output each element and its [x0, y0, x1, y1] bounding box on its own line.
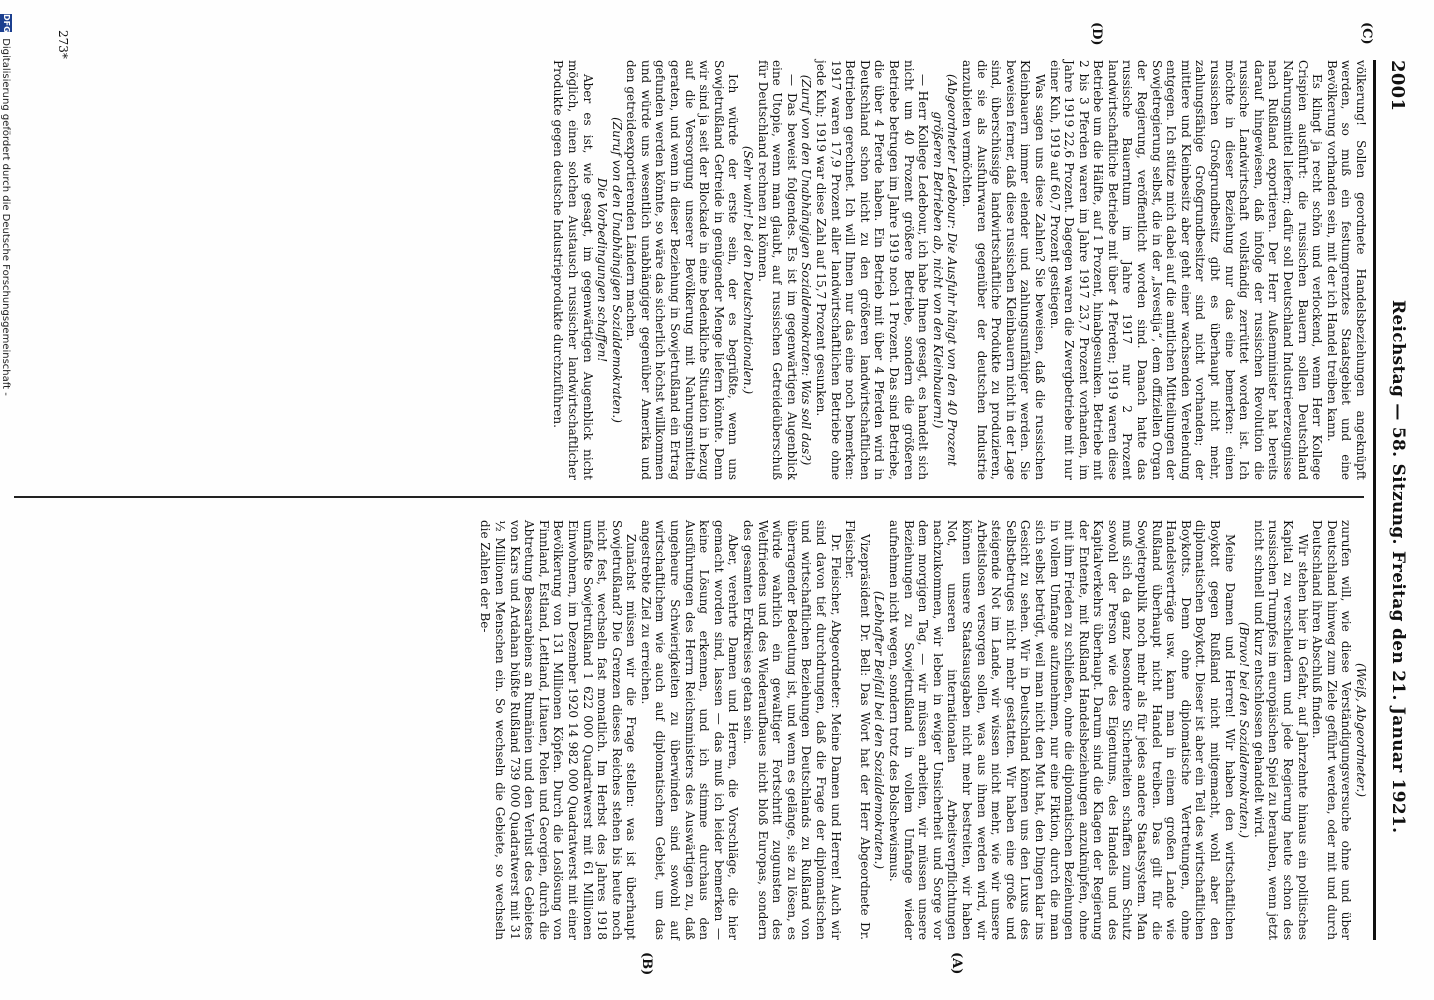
paragraph: Dr. Fleischer, Abgeordneter: Meine Damen und Herren! Auch wir sind davon tief durchdrungen, daß die Frage der diplomatischen und wirtschaftlichen Beziehungen Deutschlands zu Rußland von überragender Bedeutung ist, und wenn es gelänge, sie zu lösen, es würde wahrlich ein gewaltiger Fortschritt zugunsten des Weltfriedens und des Wiederaufbaues nicht bloß Europas, sondern des gesamten Erdkreises getan sein.	[741, 520, 843, 940]
paragraph: — Das beweist folgendes. Es ist im gegenwärtigen Augenblick eine Utopie, wenn man glaubt, auf russischen Getreideüberschuß für Deutschland rechnen zu können.	[755, 60, 799, 480]
dfg-logo-icon: DFG	[2, 14, 11, 33]
interjection: (Abgeordneter Ledebour: Die Ausfuhr hängt von den 40 Prozent größeren Betrieben ab, nicht von den Kleinbauern!)	[930, 73, 960, 467]
page-number-bottom: 273*	[56, 30, 70, 59]
credit-text: Digitalisierung gefördert durch die Deutsche Forschungsgemeinschaft -	[0, 38, 11, 396]
paragraph: Es klingt ja recht schön und verlockend, wenn Herr Kollege Crispien ausführt: die russischen Bauern sollen Deutschland Nahrungsmittel liefern; dafür soll Deutschland Industrieerzeugnisse nach Rußland exportieren. Der Herr Außenminister hat bereits darauf hingewiesen, daß infolge der russischen Revolution die russische Landwirtschaft vollständig zerrüttet worden ist. Ich möchte in dieser Beziehung nur das eine bemerken: einen russischen Großgrundbesitz gibt es überhaupt nicht mehr, zahlungsfähige Großgrundbesitzer sind nicht vorhanden; der mittlere und Kleinbesitz aber geht einer wachsenden Verelendung entgegen. Ich stütze mich dabei auf die amtlichen Mitteilungen der Sowjetregierung selbst, die in der „Isvestija“, dem offiziellen Organ der Regierung, veröffentlicht worden sind. Danach hatte das russische Bauerntum im Jahre 1917 nur 2 Prozent landwirtschaftliche Betriebe mit über 4 Pferden; 1919 waren diese Betriebe um die Hälfte, auf 1 Prozent, hinabgesunken. Betriebe mit 2 bis 3 Pferden waren im Jahre 1917 23,7 Prozent vorhanden, im Jahre 1919 22,6 Prozent. Dagegen waren die Zwergbetriebe mit nur einer Kuh, 1919 auf 60,7 Prozent gestiegen.	[1047, 60, 1325, 480]
digitization-credit	[0, 14, 12, 774]
paragraph: zurufen will, wie diese Verständigungsversuche ohne und über Deutschland hinweg zum Ziele geführt werden, oder mit und durch Deutschland ihren Abschluß finden.	[1310, 520, 1354, 940]
paragraph: Vizepräsident Dr. Bell: Das Wort hat der Herr Abgeordnete Dr. Fleischer.	[843, 520, 872, 940]
header-rule	[1373, 60, 1376, 940]
page-title: Reichstag — 58. Sitzung. Freitag den 21. Januar 1921.	[1388, 300, 1408, 834]
paragraph: Ich würde der erste sein, der es begrüßte, wenn uns Sowjetrußland Getreide in genügender Menge liefern könnte. Denn wir sind ja seit der Blockade in eine bedenkliche Situation in bezug auf die Versorgung unserer Bevölkerung mit Nahrungsmitteln geraten, und wenn in dieser Beziehung in Sowjetrußland ein Ertrag gefunden werden könnte, so wäre das sicherlich höchst willkommen und würde uns wesentlich unabhängiger gegenüber Amerika und den getreideexportierenden Ländern machen.	[624, 60, 741, 480]
page-number-top: 2001	[1387, 60, 1408, 112]
interjection: (Zuruf von den Unabhängigen Sozialdemokraten: Was soll das?)	[799, 74, 814, 466]
paragraph: völkerung! Sollen geordnete Handelsbeziehungen angeknüpft werden, so muß ein festumgrenztes Staatsgebiet und eine Bevölkerung vorhanden sein, mit der ich Handel treiben kann.	[1324, 60, 1368, 480]
interjection: (Lebhafter Beifall bei den Sozialdemokraten.)	[872, 590, 887, 870]
paragraph: Aber, verehrte Damen und Herren, die Vorschläge, die hier gemacht worden sind, lassen — das muß ich leider bemerken — keine Lösung erkennen, und ich stimme durchaus den Ausführungen des Herrn Reichsministers des Auswärtigen zu, daß ungeheure Schwierigkeiten zu überwinden sind sowohl auf wirtschaftlichem wie auch auf diplomatischem Gebiet, um das angestrebte Ziel zu erreichen.	[638, 520, 741, 940]
interjection: (Sehr wahr! bei den Deutschnationalen.)	[741, 145, 756, 395]
paragraph: Aber es ist, wie gesagt, im gegenwärtigen Augenblick nicht möglich, einen solchen Austausch russischer landwirtschaftlicher Produkte gegen deutsche Industrieprodukte durchzuführen.	[551, 60, 595, 480]
paragraph: — Herr Kollege Ledebour, ich habe Ihnen gesagt, es handelt sich nicht um 40 Prozent größere Betriebe, sondern die größeren Betriebe betrugen im Jahre 1919 noch 1 Prozent. Das sind Betriebe, die über 4 Pferde haben. Ein Betrieb mit über 4 Pferden wird in Deutschland schon nicht zu den größeren landwirtschaftlichen Betrieben gerechnet. Ich will Ihnen nur das eine noch bemerken: 1917 waren 17,9 Prozent aller landwirtschaftlichen Betriebe ohne jede Kuh; 1919 war diese Zahl auf 15,7 Prozent gesunken.	[814, 60, 931, 480]
margin-marker-d: (D)	[1089, 22, 1104, 46]
margin-marker-c: (C)	[1359, 22, 1374, 45]
column-divider	[14, 496, 1364, 498]
paragraph: Zunächst müssen wir die Frage stellen: was ist überhaupt Sowjetrußland? Die Grenzen dieses Reiches stehen bis heute noch nicht fest, wechseln fast monatlich. Im Herbst des Jahres 1918 umfaßte Sowjetrußland 1 622 000 Quadratwerst mit 61 Millionen Einwohnern, im Dezember 1920 14 982 000 Quadratwerst mit einer Bevölkerung von 131 Millionen Köpfen. Durch die Loslösung von Finnland, Estland, Lettland, Litauen, Polen und Georgien, durch die Abtretung Bessarabiens an Rumänien und den Verlust des Gebietes von Kars und Ardahan büßte Rußland 739 000 Quadratwerst mit 31 ½ Millionen Menschen ein. So wechseln die Gebiete, so wechseln die Zahlen der Be-	[478, 520, 639, 940]
interjection: (Zuruf von den Unabhängigen Sozialdemokraten.)	[609, 117, 624, 423]
speaker-note: (Weiß, Abgeordneter.)	[1354, 662, 1368, 798]
paragraph: Wir stehen hier in Gefahr, auf Jahrzehnte hinaus ein politisches Kapital zu verschleudern und jede Regierung heute schon des russischen Trumpfes im europäischen Spiel zu berauben, wenn jetzt nicht schnell und kurz entschlossen gehandelt wird.	[1251, 520, 1310, 940]
page-header	[1376, 60, 1416, 940]
paragraph: Was sagen uns diese Zahlen? Sie beweisen, daß die russischen Kleinbauern immer elender und zahlungsunfähiger werden. Sie beweisen ferner, daß diese russischen Kleinbauern nicht in der Lage sind, überschüssige landwirtschaftliche Produkte zu produzieren, die sie als Ausfuhrwaren gegenüber der deutschen Industrie anzubieten vermöchten.	[959, 60, 1047, 480]
paragraph: Meine Damen und Herren! Wir haben den wirtschaftlichen Boykott gegen Rußland nicht mitgemacht, wohl aber den diplomatischen Boykott. Dieser ist aber ein Teil des wirtschaftlichen Boykotts. Denn ohne diplomatische Vertretungen, ohne Handelsverträge usw. kann man in einem großen Lande wie Rußland überhaupt nicht Handel treiben. Das gilt für die Sowjetrepublik noch mehr als für jedes andere Staatssystem. Man muß sich da ganz besondere Sicherheiten schaffen zum Schutz sowohl der Person wie des Eigentums, des Handels und des Kapitalverkehrs überhaupt. Darum sind die Klagen der Regierung der Entente, mit Rußland Handelsbeziehungen anzuknüpfen, ohne mit ihm Frieden zu schließen, ohne die diplomatischen Beziehungen in vollem Umfange aufzunehmen, nur eine Fiktion, durch die man sich selbst betrügt, weil man nicht den Mut hat, den Dingen klar ins Gesicht zu sehen. Wir in Deutschland können uns den Luxus des Selbstbetruges nicht mehr gestatten. Wir haben eine große und steigende Not im Lande, wir wissen nicht mehr, wie wir unsere Arbeitslosen versorgen sollen, was aus ihnen werden wird, wir können unsere Staatsausgaben nicht mehr bestreiten, wir haben Not, unseren internationalen Arbeitsverpflichtungen nachzukommen, wir leben in ewiger Unsicherheit und Sorge vor dem morgigen Tag, — wir müssen arbeiten, wir müssen unsere Beziehungen zu Sowjetrußland in vollem Umfange wieder aufnehmen nicht wegen, sondern trotz des Bolschewismus.	[887, 520, 1237, 940]
margin-marker-b: (B)	[639, 952, 654, 976]
interjection: Die Vorbedingungen schaffen!	[595, 177, 610, 363]
interjection: (Bravo! bei den Sozialdemokraten.)	[1237, 621, 1252, 839]
text-column-left	[551, 60, 1368, 480]
text-column-right	[478, 520, 1368, 940]
margin-marker-a: (A)	[949, 952, 964, 975]
